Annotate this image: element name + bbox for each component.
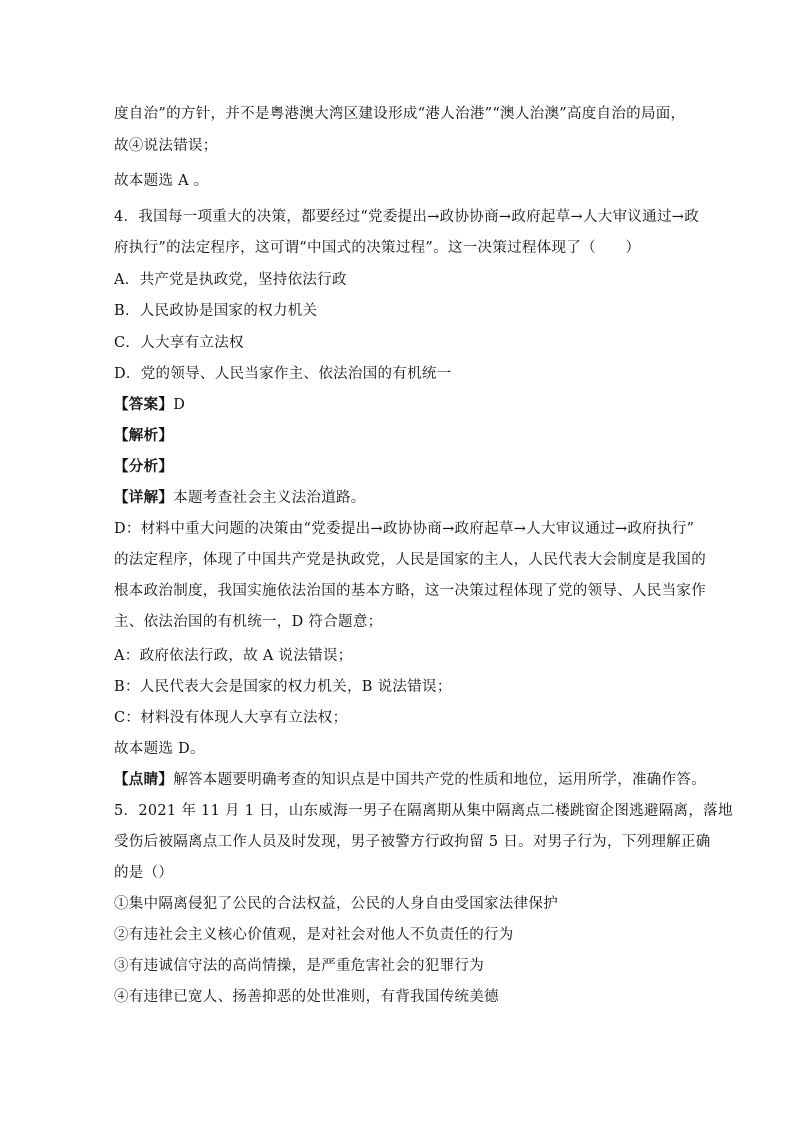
- question-5-stem: 5．2021 年 11 月 1 日，山东威海一男子在隔离期从集中隔离点二楼跳窗企图逃避隔离，落地: [114, 803, 733, 819]
- detail-paragraph-line: B：人民代表大会是国家的权力机关，B 说法错误；: [114, 679, 452, 695]
- tip-text: 解答本题要明确考查的知识点是中国共产党的性质和地位，运用所学，准确作答。: [173, 772, 706, 788]
- question-5-statement-4: ④有违律已宽人、扬善抑恶的处世准则，有背我国传统美德: [114, 989, 499, 1005]
- question-4-stem: 府执行”的法定程序，这可谓“中国式的决策过程”。这一决策过程体现了（ ）: [114, 240, 641, 256]
- detail-paragraph-line: C：材料没有体现人大享有立法权；: [114, 710, 348, 726]
- answer-line: [114, 395, 684, 415]
- question-4-stem: 4．我国每一项重大的决策，都要经过“党委提出→政协协商→政府起草→人大审议通过→政: [114, 209, 700, 225]
- question-5-stem: 的是（）: [114, 865, 174, 881]
- question-5-statement-1: ①集中隔离侵犯了公民的合法权益，公民的人身自由受国家法律保护: [114, 896, 558, 912]
- tip-line: [114, 770, 706, 790]
- question-4-option-c: C．人大享有立法权: [114, 335, 244, 351]
- analysis-tag: 【解析】: [114, 427, 174, 444]
- detail-paragraph-line: A：政府依法行政，故 A 说法错误；: [114, 648, 353, 664]
- question-5-statement-2: ②有违社会主义核心价值观，是对社会对他人不负责任的行为: [114, 927, 514, 943]
- detail-paragraph-line: 的法定程序，体现了中国共产党是执政党，人民是国家的主人，人民代表大会制度是我国的: [114, 552, 706, 568]
- tip-tag: 【点睛】: [114, 771, 174, 788]
- previous-explanation-line: 度自治”的方针，并不是粤港澳大湾区建设形成“港人治港”“澳人治澳”高度自治的局面，: [114, 106, 686, 122]
- detail-tag: 【详解】: [114, 489, 174, 506]
- question-4-option-a: A．共产党是执政党，坚持依法行政: [114, 272, 347, 288]
- detail-paragraph-line: 主、依法治国的有机统一，D 符合题意；: [114, 614, 383, 630]
- detail-conclusion: 故本题选 D。: [114, 741, 205, 757]
- question-4-option-d: D．党的领导、人民当家作主、依法治国的有机统一: [114, 366, 452, 382]
- detail-paragraph-line: D：材料中重大问题的决策由“党委提出→政协协商→政府起草→人大审议通过→政府执行”: [114, 521, 695, 537]
- previous-conclusion: 故本题选 A 。: [114, 173, 209, 189]
- detail-line: [114, 488, 684, 508]
- question-5-stem: 受伤后被隔离点工作人员及时发现，男子被警方行政拘留 5 日。对男子行为，下列理解正确: [114, 834, 711, 850]
- answer-value: D: [173, 397, 186, 413]
- question-4-option-b: B．人民政协是国家的权力机关: [114, 303, 318, 319]
- analysis-subtag: 【分析】: [114, 458, 174, 475]
- detail-text: 本题考查社会主义法治道路。: [173, 490, 366, 506]
- answer-tag: 【答案】: [114, 396, 174, 413]
- question-5-statement-3: ③有违诚信守法的高尚情操，是严重危害社会的犯罪行为: [114, 958, 484, 974]
- previous-explanation-line: 故④说法错误；: [114, 138, 218, 154]
- detail-paragraph-line: 根本政治制度，我国实施依法治国的基本方略，这一决策过程体现了党的领导、人民当家作: [114, 583, 706, 599]
